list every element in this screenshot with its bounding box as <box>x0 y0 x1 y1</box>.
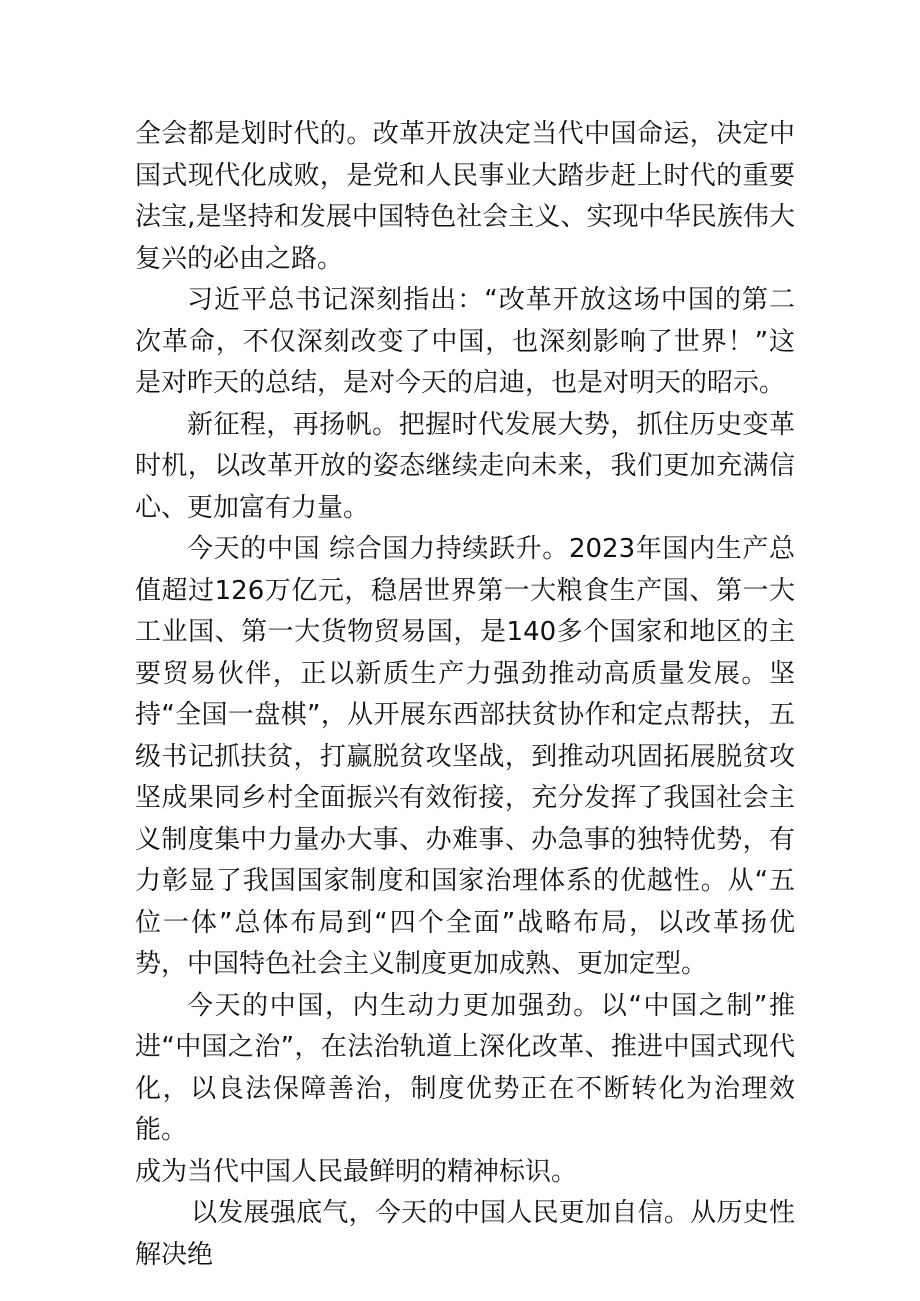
document-body <box>135 114 795 1276</box>
paragraph-xi-quote: 习近平总书记深刻指出：“改革开放这场中国的第二次革命，不仅深刻改变了中国，也深刻影响了世界！”这是对昨天的总结，是对今天的启迪，也是对明天的昭示。 <box>135 285 795 398</box>
paragraph-national-strength: 今天的中国 综合国力持续跃升。2023年国内生产总值超过126万亿元，稳居世界第一大粮食生产国、第一大工业国、第一大货物贸易国，是140多个国家和地区的主要贸易伙伴，正以新质生产力强劲推动高质量发展。坚持“全国一盘棋”，从开展东西部扶贫协作和定点帮扶，五级书记抓扶贫，打赢脱贫攻坚战，到推动巩固拓展脱贫攻坚成果同乡村全面振兴有效衔接，充分发挥了我国社会主义制度集中力量办大事、办难事、办急事的独特优势，有力彰显了我国国家制度和国家治理体系的优越性。从“五位一体”总体布局到“四个全面”战略布局，以改革扬优势，中国特色社会主义制度更加成熟、更加定型。 <box>135 534 795 979</box>
paragraph-new-journey: 新征程，再扬帆。把握时代发展大势，抓住历史变革时机，以改革开放的姿态继续走向未来，我们更加充满信心、更加富有力量。 <box>135 409 795 523</box>
paragraph-internal-momentum: 今天的中国，内生动力更加强劲。以“中国之制”推进“中国之治”，在法治轨道上深化改革、推进中国式现代化，以良法保障善治，制度优势正在不断转化为治理效能。 <box>135 990 795 1145</box>
paragraph-spiritual-identity: 成为当代中国人民最鲜明的精神标识。 <box>135 1156 578 1187</box>
paragraph-confidence: 以发展强底气，今天的中国人民更加自信。从历史性解决绝 <box>135 1198 795 1270</box>
paragraph-reform-significance: 全会都是划时代的。改革开放决定当代中国命运，决定中国式现代化成败，是党和人民事业大踏步赶上时代的重要法宝,是坚持和发展中国特色社会主义、实现中华民族伟大复兴的必由之路。 <box>135 119 795 274</box>
